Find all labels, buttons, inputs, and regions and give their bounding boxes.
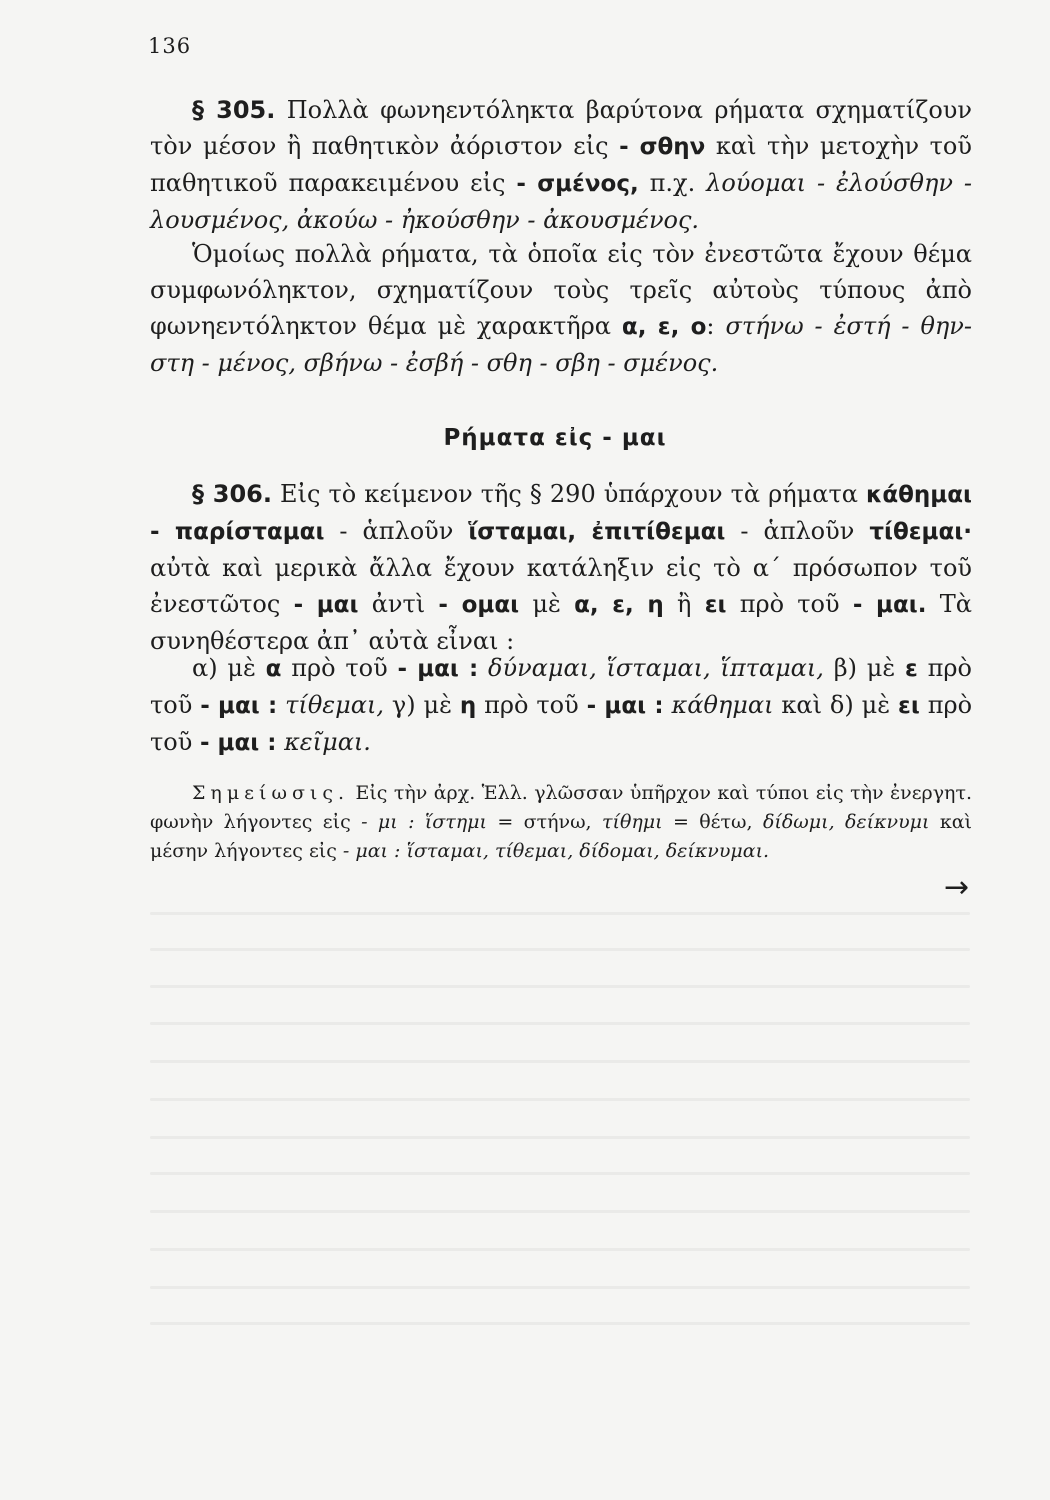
ending-bold: - μαι : [397, 656, 479, 682]
body-text: μὲ [532, 590, 561, 618]
note-suffix: - μαι : [342, 840, 401, 862]
body-text: καὶ τὴν μετοχὴν τοῦ παθητικοῦ παρακειμένου εἰς [150, 132, 972, 197]
body-text: πρὸ τοῦ [150, 654, 972, 719]
ending-bold: - ομαι [438, 592, 520, 618]
note-example: ἵστημι [424, 811, 487, 833]
vowel-bold: α [265, 656, 282, 682]
section-305-paragraph-2 [150, 236, 972, 381]
example-text: κάθημαι [671, 691, 774, 719]
example-text: λούομαι - ἐλούσθην - λουσμένος, ἀκούω - ἠκούσθην - ἀκουσμένος. [150, 169, 972, 234]
body-text: Τὰ συνηθέστερα ἀπ᾽ αὐτὰ εἶναι : [150, 590, 972, 655]
note-text: Εἰς τὴν ἀρχ. Ἑλλ. γλῶσσαν ὑπῆρχον καὶ τύποι εἰς τὴν ἐνεργητ. φωνὴν λήγοντες εἰς [150, 782, 972, 833]
bleed-through-line [150, 1098, 970, 1101]
note-label: Σημείωσις. [192, 782, 350, 804]
body-text: Πολλὰ φωνηεντόληκτα βαρύτονα ρήματα σχηματίζουν τὸν μέσον ἢ παθητικὸν ἀόριστον εἰς [150, 96, 972, 160]
section-heading: Ρήματα εἰς - μαι [443, 425, 667, 451]
ending-bold: - σθην [619, 134, 706, 160]
vowel-bold: η [459, 693, 477, 719]
body-text: πρὸ τοῦ [150, 691, 973, 756]
verb-bold: ἵσταμαι, ἐπιτίθεμαι [468, 519, 726, 545]
verb-bold: τίθεμαι· [869, 519, 972, 545]
section-306-paragraph [150, 476, 972, 659]
note-text: = στήνω, [497, 811, 592, 833]
ending-bold: - μαι : [586, 693, 664, 719]
ending-bold: α, ε, ο [621, 314, 707, 340]
ending-bold: - μαι. [852, 592, 927, 618]
note-paragraph [150, 779, 972, 866]
ending-bold: ει [704, 592, 727, 618]
example-text: τίθεμαι, [285, 691, 384, 719]
page-number: 136 [148, 34, 192, 58]
list-label: α) μὲ [192, 654, 256, 682]
list-label: γ) μὲ [391, 691, 452, 719]
bleed-through-line [150, 1172, 970, 1175]
body-text: - ἁπλοῦν [740, 517, 855, 545]
vowel-bold: ε [905, 656, 918, 682]
body-text: πρὸ τοῦ [739, 590, 840, 618]
body-text: πρὸ τοῦ [484, 691, 579, 719]
ending-bold: - μαι [293, 592, 359, 618]
note-example: τίθημι [601, 811, 663, 833]
section-number: § 306. [192, 480, 272, 508]
section-306-list [150, 650, 972, 761]
continue-arrow-icon: → [944, 870, 970, 905]
example-text: δύναμαι, ἵσταμαι, ἵπταμαι, [488, 654, 824, 682]
vowel-bold: ει [898, 693, 920, 719]
section-305-paragraph [150, 92, 972, 238]
note-example: δίδωμι, δείκνυμι [762, 811, 930, 833]
bleed-through-line [150, 1286, 970, 1289]
note-suffix: - μι : [361, 811, 415, 833]
bleed-through-line [150, 1248, 970, 1251]
body-text: Εἰς τὸ κείμενον τῆς § 290 ὑπάρχουν τὰ ρήματα [280, 480, 858, 508]
body-text: πρὸ τοῦ [291, 654, 388, 682]
bleed-through-line [150, 948, 970, 951]
bleed-through-line [150, 1060, 970, 1063]
bleed-through-line [150, 985, 970, 988]
body-text: - ἁπλοῦν [339, 517, 454, 545]
list-label: καὶ δ) μὲ [781, 691, 891, 719]
ending-bold: - μαι : [200, 693, 278, 719]
bleed-through-line [150, 1022, 970, 1025]
body-text: : [706, 312, 715, 340]
list-label: β) μὲ [833, 654, 896, 682]
bleed-through-line [150, 1136, 970, 1139]
ending-bold: - μαι : [199, 730, 277, 756]
body-text: π.χ. [649, 169, 696, 197]
example-text: στήνω - ἐστή - θην- στη - μένος, σβήνω - ἐσβή - σθη - σβη - σμένος. [150, 312, 972, 377]
body-text: Ὁμοίως πολλὰ ρήματα, τὰ ὁποῖα εἰς τὸν ἐνεστῶτα ἔχουν θέμα συμφωνόληκτον, σχηματίζουν τοὺς τρεῖς αὐτοὺς τύπους ἀπὸ φωνηεντόληκτον θέμα μὲ χαρακτῆρα [150, 240, 972, 340]
note-example: ἵσταμαι, τίθεμαι, δίδομαι, δείκνυμαι. [406, 840, 770, 862]
example-text: κεῖμαι. [284, 728, 371, 756]
bleed-through-line [150, 1322, 970, 1325]
ending-bold: α, ε, η [574, 592, 664, 618]
body-text: ἀντὶ [371, 590, 426, 618]
note-text: καὶ μέσην λήγοντες εἰς [150, 811, 972, 862]
section-number: § 305. [192, 96, 276, 124]
note-text: = θέτω, [672, 811, 753, 833]
ending-bold: - σμένος, [516, 171, 639, 197]
bleed-through-line [150, 912, 970, 915]
body-text: ἢ [677, 590, 692, 618]
verb-bold: κάθημαι - παρίσταμαι [150, 482, 972, 545]
bleed-through-line [150, 1210, 970, 1213]
body-text: αὐτὰ καὶ μερικὰ ἄλλα ἔχουν κατάληξιν εἰς τὸ α΄ πρόσωπον τοῦ ἐνεστῶτος [150, 554, 972, 618]
